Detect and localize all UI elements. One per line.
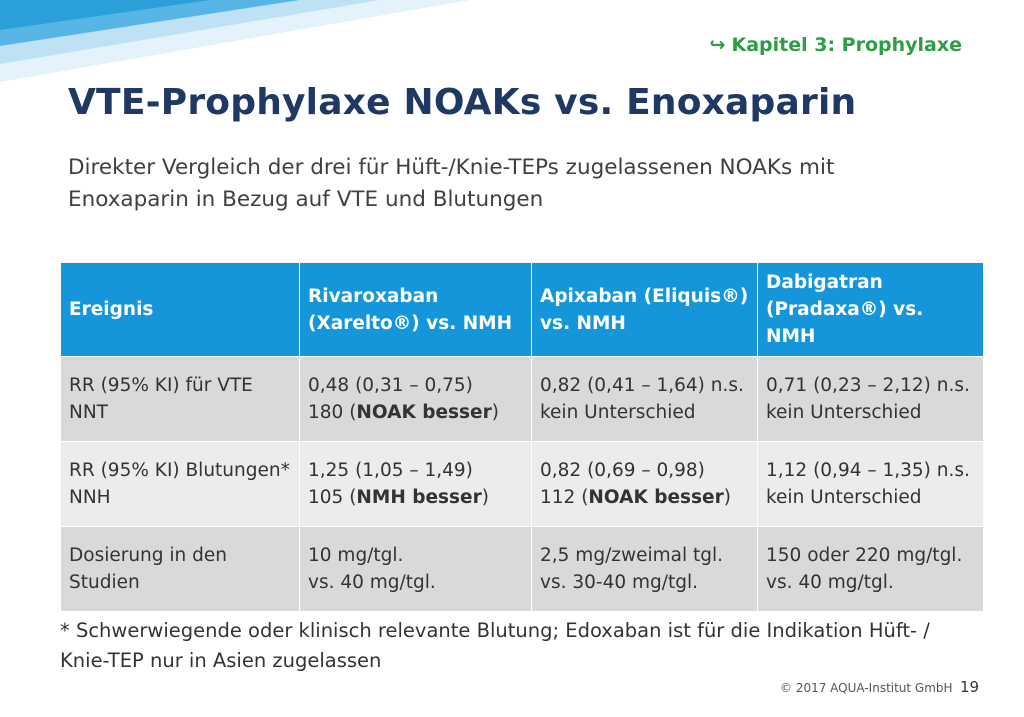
cell-text: NNH [69, 487, 111, 508]
table-cell [532, 442, 758, 527]
cell-text-bold: NOAK besser [588, 487, 724, 508]
cell-text [308, 484, 523, 511]
table-cell [61, 357, 300, 442]
cell-text: 150 oder 220 mg/tgl. [766, 545, 963, 566]
header-text: Dabigatran [766, 272, 883, 293]
table-cell [300, 527, 532, 612]
comparison-table [60, 262, 984, 612]
cell-text: kein Unterschied [540, 402, 696, 423]
table-cell [300, 357, 532, 442]
cell-text: NNT [69, 402, 108, 423]
cell-text: RR (95% KI) Blutungen* [69, 460, 290, 481]
cell-text: 0,82 (0,41 – 1,64) n.s. [540, 375, 744, 396]
footnote-line: * Schwerwiegende oder klinisch relevante Blutung; Edoxaban ist für die Indikation Hüft- / [60, 619, 930, 642]
cell-text: vs. 40 mg/tgl. [766, 572, 894, 593]
table-cell [758, 527, 984, 612]
header-text: vs. NMH [540, 312, 626, 334]
header-text: (Xarelto®) vs. NMH [308, 312, 513, 334]
table-cell [758, 442, 984, 527]
chapter-label: Kapitel 3: Prophylaxe [731, 34, 962, 56]
cell-text: 2,5 mg/zweimal tgl. [540, 545, 724, 566]
header-cell-apixaban [532, 263, 758, 357]
cell-text-part: ) [481, 487, 489, 508]
cell-text: 1,25 (1,05 – 1,49) [308, 460, 473, 481]
cell-text: Studien [69, 572, 140, 593]
cell-text: 1,12 (0,94 – 1,35) n.s. [766, 460, 970, 481]
cell-text: 10 mg/tgl. [308, 545, 404, 566]
table-row [61, 527, 984, 612]
cell-text: kein Unterschied [766, 402, 922, 423]
table-cell [758, 357, 984, 442]
subtitle-line: Direkter Vergleich der drei für Hüft-/Knie-TEPs zugelassenen NOAKs mit [68, 155, 835, 180]
table-cell [61, 527, 300, 612]
cell-text: 0,71 (0,23 – 2,12) n.s. [766, 375, 970, 396]
cell-text-part: ) [723, 487, 731, 508]
footnote [60, 616, 980, 676]
cell-text-part: 105 ( [308, 487, 357, 508]
footnote-line: Knie-TEP nur in Asien zugelassen [60, 649, 382, 672]
table-cell [532, 527, 758, 612]
cell-text: Dosierung in den [69, 545, 227, 566]
cell-text-part: 180 ( [308, 402, 357, 423]
table-header-row [61, 263, 984, 357]
chapter-link[interactable] [710, 34, 962, 56]
table-cell [61, 442, 300, 527]
subtitle-line: Enoxaparin in Bezug auf VTE und Blutungen [68, 187, 544, 212]
cell-text-bold: NMH besser [356, 487, 482, 508]
header-cell-rivaroxaban [300, 263, 532, 357]
arrow-right-hook-icon: ↪ [709, 34, 726, 56]
page-subtitle [68, 152, 948, 216]
page-title: VTE-Prophylaxe NOAKs vs. Enoxaparin [68, 82, 857, 123]
cell-text [540, 484, 749, 511]
cell-text: 0,48 (0,31 – 0,75) [308, 375, 473, 396]
page-number: 19 [960, 678, 980, 696]
header-cell-dabigatran [758, 263, 984, 357]
table-row [61, 357, 984, 442]
cell-text: RR (95% KI) für VTE [69, 375, 253, 396]
cell-text: vs. 40 mg/tgl. [308, 572, 436, 593]
header-text: Apixaban (Eliquis®) [540, 285, 749, 307]
header-text: Rivaroxaban [308, 285, 439, 307]
cell-text: kein Unterschied [766, 487, 922, 508]
cell-text-part: 112 ( [540, 487, 589, 508]
table-row [61, 442, 984, 527]
cell-text-part: ) [491, 402, 499, 423]
cell-text: vs. 30-40 mg/tgl. [540, 572, 698, 593]
header-text: (Pradaxa®) vs. NMH [766, 299, 924, 347]
copyright-text: © 2017 AQUA-Institut GmbH [780, 681, 953, 695]
table-cell [532, 357, 758, 442]
header-cell-ereignis [61, 263, 300, 357]
cell-text [308, 399, 523, 426]
header-text: Ereignis [69, 299, 154, 320]
cell-text-bold: NOAK besser [356, 402, 492, 423]
table-cell [300, 442, 532, 527]
cell-text: 0,82 (0,69 – 0,98) [540, 460, 705, 481]
